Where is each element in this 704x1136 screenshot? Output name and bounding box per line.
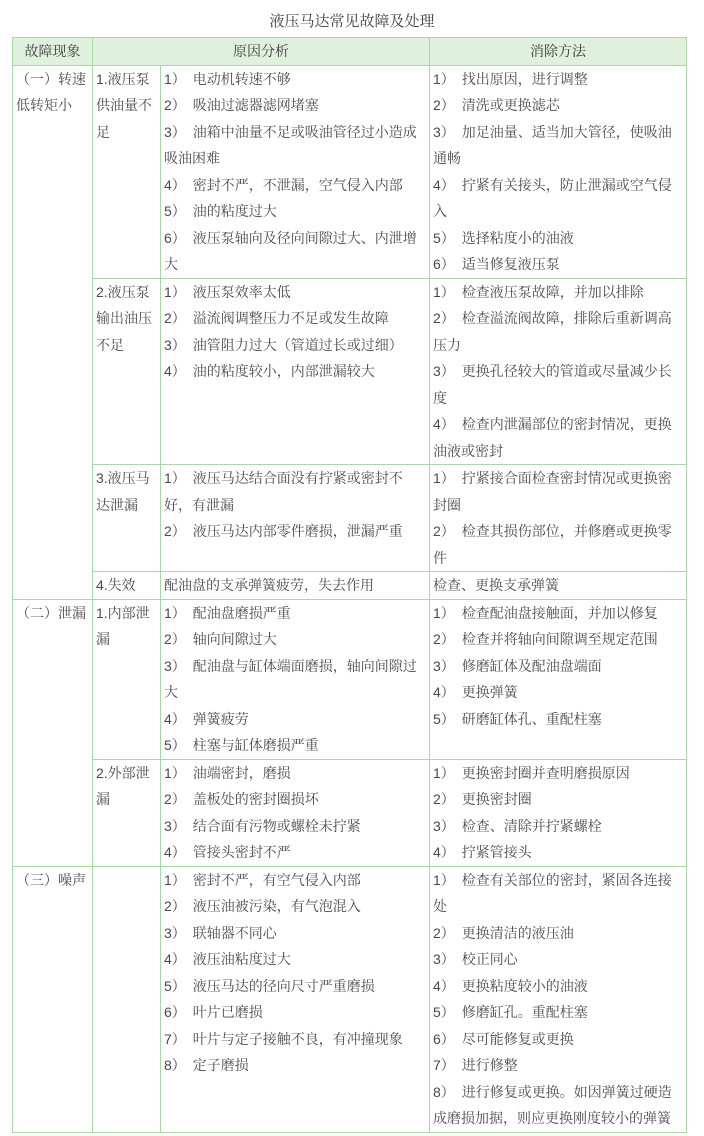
remedy-cell (430, 599, 687, 759)
remedy-cell (430, 278, 687, 465)
list-line: 4） 拧紧有关接头，防止泄漏或空气侵入 (433, 176, 672, 219)
table-row (13, 599, 687, 759)
table-header-row (13, 38, 687, 66)
list-line: 8） 定子磨损 (164, 1057, 249, 1073)
list-line: 4） 更换粘度较小的油液 (433, 977, 588, 994)
list-line: 2） 轴向间隙过大 (164, 631, 277, 647)
list-line: 2） 盖板处的密封圈损坏 (164, 791, 319, 807)
list-line: 1） 液压马达结合面没有拧紧或密封不好，有泄漏 (164, 470, 403, 513)
list-line: 5） 柱塞与缸体磨损严重 (164, 737, 319, 753)
cause-cell (93, 866, 161, 1132)
list-line: 检查、更换支承弹簧 (433, 577, 559, 593)
list-line: 1） 更换密封圈并查明磨损原因 (433, 764, 630, 781)
list-line: 6） 叶片已磨损 (164, 1004, 263, 1020)
cause-cell: 2.外部泄漏 (93, 759, 161, 866)
list-line: 1） 电动机转速不够 (164, 70, 291, 87)
analysis-cell (161, 759, 430, 866)
remedy-cell (430, 759, 687, 866)
list-line: 1） 液压泵效率太低 (164, 283, 291, 300)
table-row (13, 465, 687, 572)
list-line: 5） 液压马达的径向尺寸严重磨损 (164, 977, 375, 994)
remedy-cell (430, 572, 687, 600)
list-line: 3） 检查、清除并拧紧螺栓 (433, 817, 602, 834)
list-line: 5） 选择粘度小的油液 (433, 229, 574, 246)
list-line: 4） 弹簧疲劳 (164, 710, 249, 727)
list-line: 1） 密封不严，有空气侵入内部 (164, 871, 361, 888)
list-line: 配油盘的支承弹簧疲劳，失去作用 (164, 577, 374, 593)
list-line: 1） 油端密封，磨损 (164, 764, 291, 781)
list-line: 6） 液压泵轴向及径向间隙过大、内泄增大 (164, 229, 417, 272)
list-line: 2） 溢流阀调整压力不足或发生故障 (164, 310, 389, 326)
fault-table (12, 37, 687, 1133)
remedy-cell (430, 65, 687, 278)
list-line: 7） 进行修整 (433, 1057, 518, 1073)
page-title: 液压马达常见故障及处理 (269, 13, 435, 30)
remedy-cell (430, 866, 687, 1132)
table-row (13, 65, 687, 278)
list-line: 4） 油的粘度较小，内部泄漏较大 (164, 363, 375, 379)
list-line: 1） 检查配油盘接触面，并加以修复 (433, 604, 658, 621)
list-line: 3） 油箱中油量不足或吸油管径过小造成吸油困难 (164, 123, 417, 166)
list-line: 1） 拧紧接合面检查密封情况或更换密封圈 (433, 470, 672, 513)
list-line: 3） 结合面有污物或螺栓未拧紧 (164, 817, 361, 834)
list-line: 4） 拧紧管接头 (433, 844, 532, 860)
analysis-cell (161, 572, 430, 600)
list-line: 2） 清洗或更换滤芯 (433, 97, 560, 113)
list-line: 4） 更换弹簧 (433, 684, 518, 700)
list-line: 1） 检查液压泵故障，并加以排除 (433, 283, 644, 300)
list-line: 2） 检查并将轴向间隙调至规定范围 (433, 631, 658, 647)
cause-cell: 3.液压马达泄漏 (93, 465, 161, 572)
list-line: 6） 适当修复液压泵 (433, 256, 560, 272)
list-line: 2） 检查其损伤部位，并修磨或更换零件 (433, 523, 672, 566)
analysis-cell (161, 278, 430, 465)
cause-cell: 4.失效 (93, 572, 161, 600)
list-line: 2） 更换清洁的液压油 (433, 924, 574, 941)
list-line: 4） 液压油粘度过大 (164, 951, 291, 967)
list-line: 5） 研磨缸体孔、重配柱塞 (433, 710, 602, 727)
table-row (13, 572, 687, 600)
list-line: 2） 吸油过滤器滤网堵塞 (164, 97, 319, 113)
list-line: 4） 密封不严，不泄漏，空气侵入内部 (164, 176, 403, 193)
analysis-cell (161, 65, 430, 278)
list-line: 1） 找出原因，进行调整 (433, 70, 588, 87)
list-line: 4） 管接头密封不严 (164, 844, 291, 860)
list-line: 5） 修磨缸孔。重配柱塞 (433, 1004, 588, 1020)
list-line: 1） 配油盘磨损严重 (164, 604, 291, 621)
list-line: 7） 叶片与定子接触不良，有冲撞现象 (164, 1030, 403, 1047)
remedy-cell (430, 465, 687, 572)
list-line: 2） 液压马达内部零件磨损，泄漏严重 (164, 523, 403, 539)
list-line: 2） 更换密封圈 (433, 791, 532, 807)
header-fault-phenomenon: 故障现象 (13, 38, 93, 66)
cause-cell: 2.液压泵输出油压不足 (93, 278, 161, 465)
list-line: 2） 液压油被污染，有气泡混入 (164, 898, 361, 914)
table-row (13, 759, 687, 866)
phenomenon-cell: （一）转速低转矩小 (13, 65, 93, 599)
cause-cell: 1.内部泄漏 (93, 599, 161, 759)
analysis-cell (161, 465, 430, 572)
list-line: 3） 配油盘与缸体端面磨损，轴向间隙过大 (164, 657, 417, 700)
analysis-cell (161, 599, 430, 759)
header-remedy: 消除方法 (430, 38, 687, 66)
list-line: 6） 尽可能修复或更换 (433, 1030, 574, 1047)
list-line: 8） 进行修复或更换。如因弹簧过硬造成磨损加据，则应更换刚度较小的弹簧 (433, 1083, 672, 1126)
cause-cell: 1.液压泵供油量不足 (93, 65, 161, 278)
list-line: 1） 检查有关部位的密封，紧固各连接处 (433, 871, 672, 914)
list-line: 2） 检查溢流阀故障，排除后重新调高压力 (433, 310, 672, 353)
list-line: 4） 检查内泄漏部位的密封情况，更换油液或密封 (433, 416, 672, 459)
list-line: 3） 联轴器不同心 (164, 924, 277, 941)
table-row (13, 278, 687, 465)
phenomenon-cell: （三）噪声 (13, 866, 93, 1132)
header-cause-analysis: 原因分析 (93, 38, 430, 66)
list-line: 3） 加足油量、适当加大管径，使吸油通畅 (433, 123, 672, 166)
list-line: 3） 修磨缸体及配油盘端面 (433, 657, 602, 674)
list-line: 3） 更换孔径较大的管道或尽量减少长度 (433, 363, 672, 406)
list-line: 3） 校正同心 (433, 951, 518, 967)
analysis-cell (161, 866, 430, 1132)
phenomenon-cell: （二）泄漏 (13, 599, 93, 866)
list-line: 3） 油管阻力过大（管道过长或过细） (164, 336, 403, 353)
list-line: 5） 油的粘度过大 (164, 203, 277, 219)
table-row (13, 866, 687, 1132)
